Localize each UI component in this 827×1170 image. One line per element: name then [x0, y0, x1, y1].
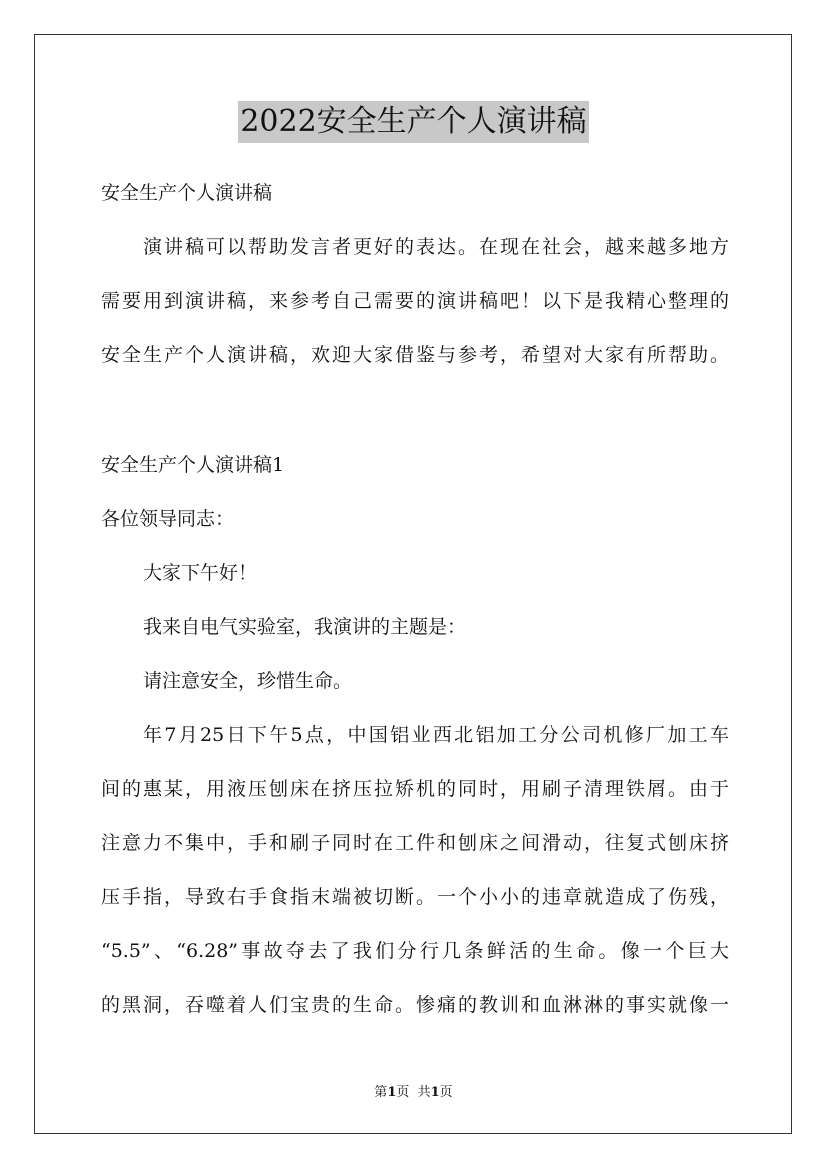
paragraph-line: 请注意安全，珍惜生命。 — [143, 670, 353, 692]
paragraph-line: “5.5”、“6.28”事故夺去了我们分行几条鲜活的生命。像一个巨大 — [101, 940, 729, 962]
footer-prefix: 第 — [374, 1085, 388, 1100]
paragraph-line: 演讲稿可以帮助发言者更好的表达。在现在社会，越来越多地方 — [143, 236, 729, 258]
paragraph-line: 年7月25日下午5点，中国铝业西北铝加工分公司机修厂加工车 — [143, 724, 729, 746]
page-footer — [0, 1084, 827, 1102]
document-title: 2022安全生产个人演讲稿 — [238, 101, 588, 143]
footer-page-number: 1 — [387, 1085, 397, 1100]
section-heading: 安全生产个人演讲稿1 — [101, 454, 285, 476]
paragraph-line: 我来自电气实验室，我演讲的主题是： — [143, 616, 467, 638]
footer-middle: 页 共 — [396, 1085, 431, 1100]
subtitle-line: 安全生产个人演讲稿 — [101, 182, 273, 204]
salutation-line: 各位领导同志： — [101, 508, 235, 530]
footer-suffix: 页 — [439, 1085, 453, 1100]
paragraph-line: 间的惠某，用液压刨床在挤压拉矫机的同时，用刷子清理铁屑。由于 — [101, 778, 729, 800]
paragraph-line: 注意力不集中，手和刷子同时在工件和刨床之间滑动，往复式刨床挤 — [101, 832, 729, 854]
paragraph-line: 压手指，导致右手食指末端被切断。一个小小的违章就造成了伤残， — [101, 886, 729, 908]
greeting-line: 大家下午好！ — [143, 562, 258, 584]
title-container — [0, 101, 827, 143]
paragraph-line: 的黑洞，吞噬着人们宝贵的生命。惨痛的教训和血淋淋的事实就像一 — [101, 994, 729, 1016]
paragraph-line: 需要用到演讲稿，来参考自己需要的演讲稿吧！以下是我精心整理的 — [101, 290, 729, 312]
footer-total-pages: 1 — [430, 1085, 440, 1100]
paragraph-line: 安全生产个人演讲稿，欢迎大家借鉴与参考，希望对大家有所帮助。 — [101, 344, 729, 366]
